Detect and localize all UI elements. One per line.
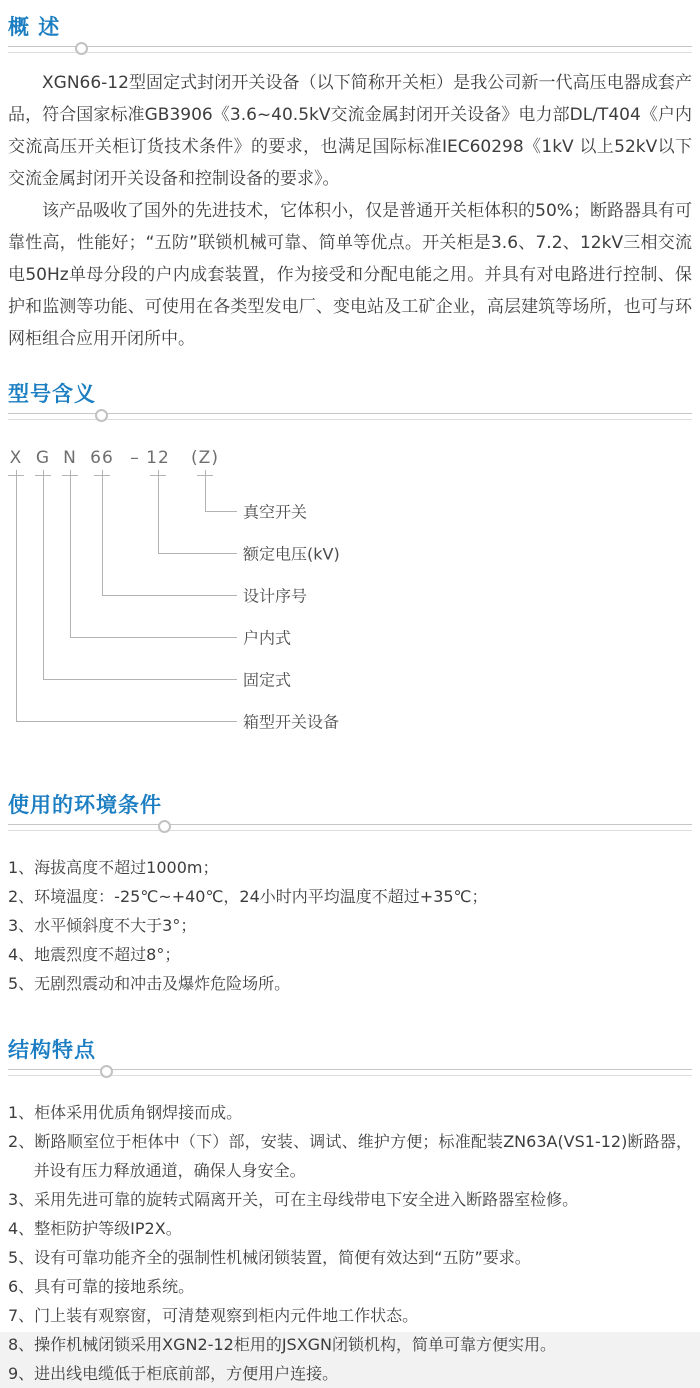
section-divider	[8, 46, 692, 53]
section-title-structure: 结构特点	[8, 1038, 96, 1062]
diagram-leader-vertical	[205, 476, 206, 511]
list-item: 7、门上装有观察窗，可清楚观察到柜内元件地工作状态。	[8, 1306, 419, 1325]
list-item: 5、设有可靠功能齐全的强制性机械闭锁装置，简便有效达到“五防”要求。	[8, 1248, 531, 1267]
section-title-overview: 概 述	[8, 15, 61, 39]
list-item: 9、进出线电缆低于柜底前部，方便用户连接。	[8, 1364, 339, 1383]
model-token: (Z)	[191, 448, 219, 468]
structure-list	[8, 1098, 692, 1388]
list-item: 3、水平倾斜度不大于3°；	[8, 916, 197, 935]
section-divider	[8, 824, 692, 831]
diagram-leader-horizontal	[16, 721, 237, 722]
diagram-leader-vertical	[158, 476, 159, 553]
diagram-leader-horizontal	[205, 511, 237, 512]
list-item: 1、柜体采用优质角钢焊接而成。	[8, 1103, 243, 1122]
diagram-leader-horizontal	[43, 679, 237, 680]
model-designation-diagram	[8, 448, 692, 748]
list-item: 6、具有可靠的接地系统。	[8, 1277, 195, 1296]
model-label-rated-voltage: 额定电压(kV)	[243, 544, 340, 564]
divider-knob-circle	[75, 42, 88, 55]
section-divider	[8, 1069, 692, 1076]
overview-paragraph: 该产品吸收了国外的先进技术，它体积小，仅是普通开关柜体积的50%；断路器具有可靠性高，性能好；“五防”联锁机械可靠、简单等优点。开关柜是3.6、7.2、12kV三相交流电50Hz单母分段的户内成套装置，作为接受和分配电能之用。并具有对电路进行控制、保护和监测等功能、可使用在各类型发电厂、变电站及工矿企业，高层建筑等场所，也可与环网柜组合应用开闭所中。	[8, 201, 692, 349]
diagram-leader-horizontal	[158, 553, 237, 554]
model-token: N	[63, 448, 77, 468]
list-item: 2、断路顺室位于柜体中（下）部，安装、调试、维护方便；标准配装ZN63A(VS1-12)断路器，并设有压力释放通道，确保人身安全。	[8, 1132, 692, 1180]
list-item: 4、地震烈度不超过8°；	[8, 945, 181, 964]
diagram-leader-vertical	[70, 476, 71, 637]
model-label-fixed-type: 固定式	[243, 670, 292, 690]
diagram-leader-vertical	[102, 476, 103, 595]
diagram-leader-horizontal	[70, 637, 237, 638]
model-label-indoor-type: 户内式	[243, 628, 292, 648]
section-title-environment: 使用的环境条件	[8, 793, 162, 817]
divider-knob-circle	[95, 409, 108, 422]
overview-paragraph: XGN66-12型固定式封闭开关设备（以下简称开关柜）是我公司新一代高压电器成套产品，符合国家标准GB3906《3.6~40.5kV交流金属封闭开关设备》电力部DL/T404《户内交流高压开关柜订货技术条件》的要求，也满足国际标准IEC60298《1kV 以上52kV以下交流金属封闭开关设备和控制设备的要求》。	[8, 73, 692, 189]
section-environment	[8, 792, 692, 998]
model-label-design-serial: 设计序号	[243, 586, 308, 606]
list-item: 4、整柜防护等级IP2X。	[8, 1219, 182, 1238]
list-item: 2、环境温度：-25℃~+40℃，24小时内平均温度不超过+35℃；	[8, 887, 488, 906]
list-item: 1、海拔高度不超过1000m；	[8, 858, 219, 877]
section-overview	[8, 14, 692, 355]
overview-paragraphs	[8, 67, 692, 355]
model-label-vacuum-switch: 真空开关	[243, 502, 308, 522]
list-item: 5、无剧烈震动和冲击及爆炸危险场所。	[8, 974, 291, 993]
section-title-model: 型号含义	[8, 382, 96, 406]
model-token: –	[130, 448, 140, 468]
section-structure	[8, 1037, 692, 1388]
list-item: 3、采用先进可靠的旋转式隔离开关，可在主母线带电下安全进入断路器室检修。	[8, 1190, 579, 1209]
model-token: G	[35, 448, 51, 468]
model-token: 66	[90, 448, 114, 468]
diagram-leader-vertical	[43, 476, 44, 679]
divider-knob-circle	[158, 820, 171, 833]
section-divider	[8, 413, 692, 420]
diagram-leader-vertical	[16, 476, 17, 721]
section-model-meaning	[8, 381, 692, 748]
model-token: 12	[146, 448, 170, 468]
model-label-box-switchgear: 箱型开关设备	[243, 712, 340, 732]
list-item: 8、操作机械闭锁采用XGN2-12柜用的JSXGN闭锁机构，简单可靠方便实用。	[8, 1335, 557, 1354]
environment-list	[8, 853, 692, 998]
model-token: X	[9, 448, 23, 468]
divider-knob-circle	[100, 1065, 113, 1078]
diagram-leader-horizontal	[102, 595, 237, 596]
